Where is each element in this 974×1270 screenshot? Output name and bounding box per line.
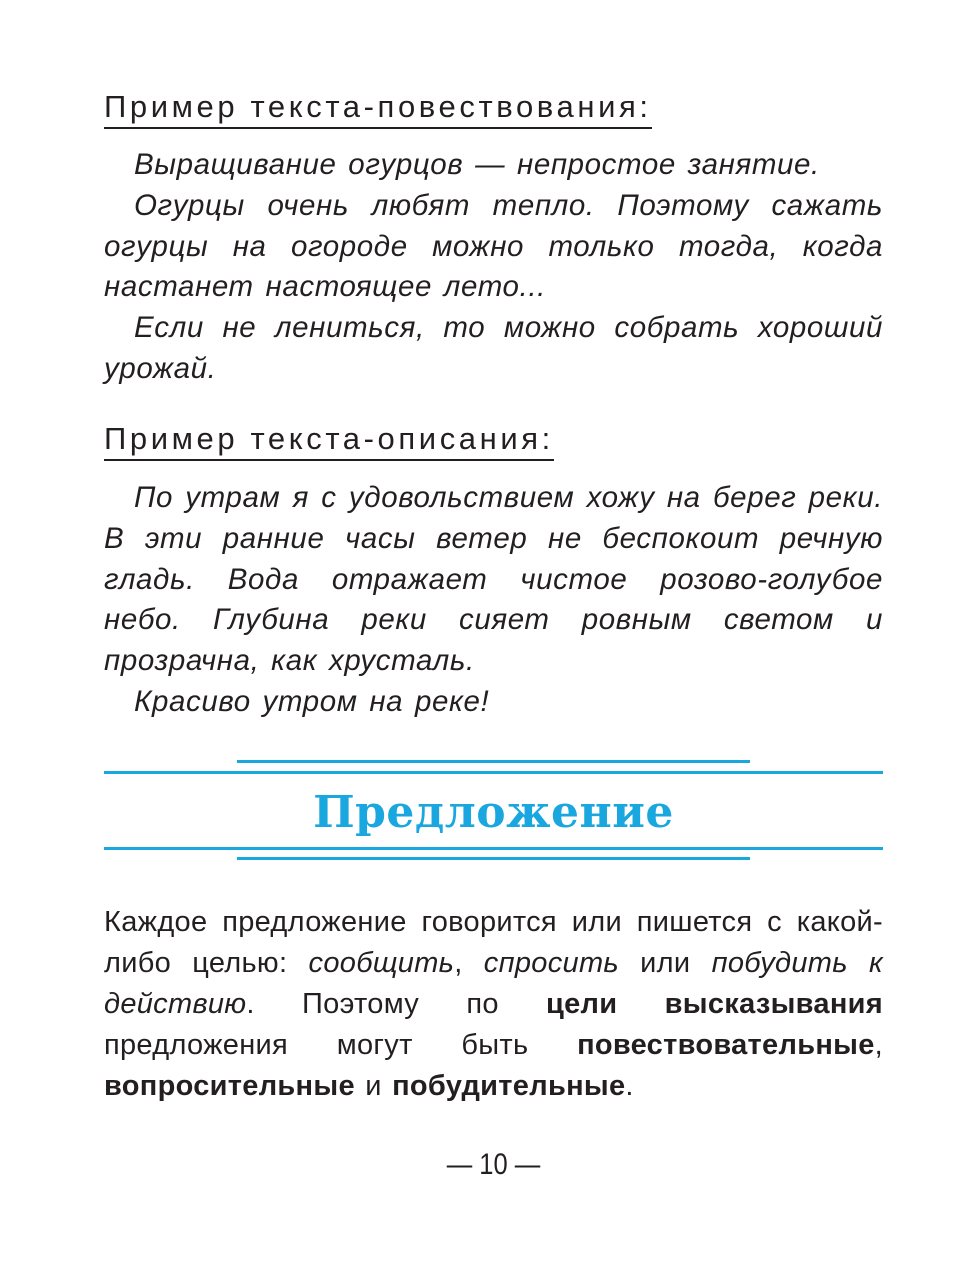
emphasis-term: сообщить bbox=[308, 947, 455, 979]
key-term: вопросительные bbox=[104, 1070, 355, 1102]
body-text-run: , bbox=[454, 947, 484, 979]
title-rule-top-long bbox=[104, 771, 883, 774]
title-rule-top-short bbox=[237, 760, 750, 763]
description-paragraph: По утрам я с удовольствием хожу на берег реки. В эти ранние часы ветер не беспокоит речную гладь. Вода отражает чистое розово-голубое небо. Глубина реки сияет ровным светом и прозрачна, как хрусталь. bbox=[104, 481, 883, 678]
emphasis-term: спросить bbox=[483, 947, 619, 979]
narrative-example-text bbox=[104, 145, 883, 390]
emphasis-term: побудить к действию bbox=[104, 947, 883, 1020]
key-term: побудительные bbox=[392, 1070, 626, 1102]
description-example-text bbox=[104, 478, 883, 723]
textbook-page bbox=[104, 0, 883, 1270]
narrative-paragraph: Если не лениться, то можно собрать хороший урожай. bbox=[104, 311, 883, 385]
body-text-run: Каждое предложение говорится или пишется с какой-либо целью: bbox=[104, 906, 883, 979]
body-text-run: , bbox=[874, 1029, 883, 1061]
page-number: — 10 — bbox=[446, 1148, 541, 1181]
body-text-run: или bbox=[618, 947, 712, 979]
narrative-example-heading: Пример текста-повествования: bbox=[104, 87, 652, 129]
body-text-run: . bbox=[625, 1070, 634, 1102]
narrative-paragraph: Выращивание огурцов — непростое занятие. bbox=[134, 148, 820, 181]
key-term: повествовательные bbox=[577, 1029, 875, 1061]
title-rule-bottom-short bbox=[237, 857, 750, 860]
title-rule-bottom-long bbox=[104, 847, 883, 850]
body-text-run: . Поэтому по bbox=[246, 988, 546, 1020]
chapter-title: Предложение bbox=[313, 787, 674, 838]
key-term: цели высказывания bbox=[546, 988, 883, 1020]
body-text-run: предложения могут быть bbox=[104, 1029, 578, 1061]
body-text-run: и bbox=[354, 1070, 393, 1102]
definition-paragraph bbox=[104, 902, 883, 1107]
description-example-heading: Пример текста-описания: bbox=[104, 419, 554, 461]
description-paragraph: Красиво утром на реке! bbox=[134, 684, 490, 718]
narrative-paragraph: Огурцы очень любят тепло. Поэтому сажать огурцы на огороде можно только тогда, когда настанет настоящее лето... bbox=[104, 188, 883, 304]
